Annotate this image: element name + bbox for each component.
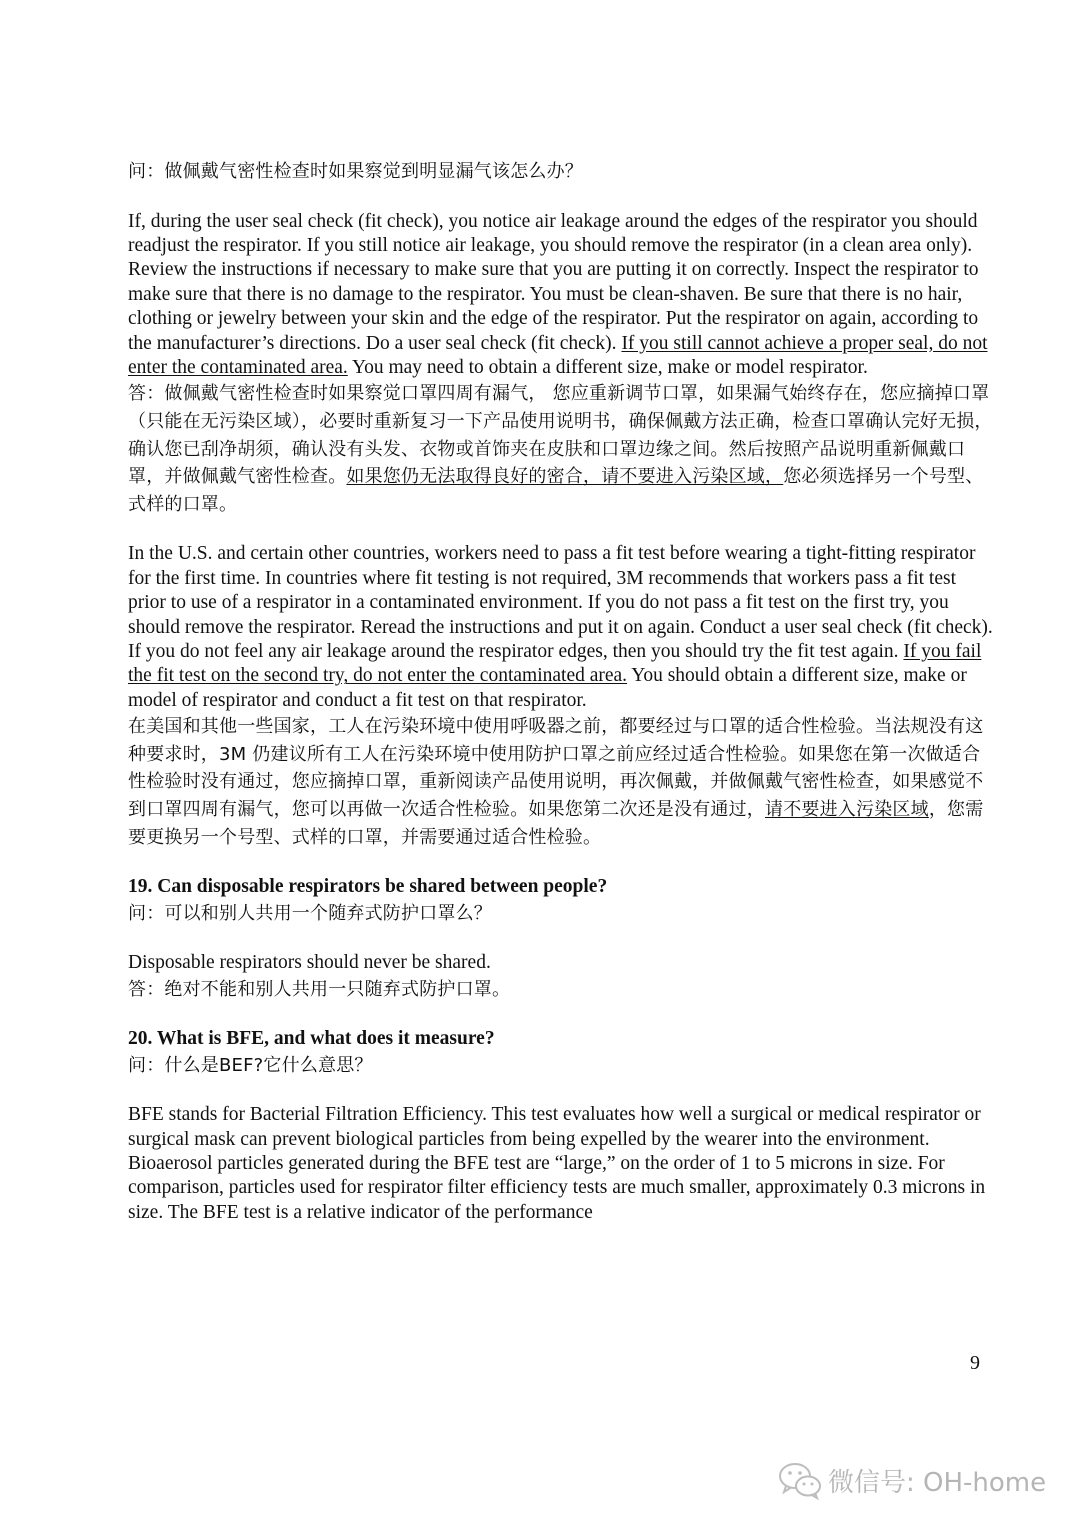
fit-test-en-paragraph [128,542,998,713]
fit-test-en-text-end: You should obtain a different size, make or model of respirator and conduct a fit test on that respirator. [128,665,967,711]
watermark-text: 微信号: OH-home [828,1467,1047,1498]
answer-20-en: BFE stands for Bacterial Filtration Efficiency. This test evaluates how well a surgical or medical respirator or surgical mask can prevent biological particles from being expelled by the wearer into the environment. Bioaerosol particles generated during the BFE test are “large,” on the order of 1 to 5 microns in size. For comparison, particles used for respirator filter efficiency tests are much smaller, approximately 0.3 microns in size. The BFE test is a relative indicator of the performance [128,1104,986,1223]
answer-cn-text-end: 您必须选择另一个号型、式样的口罩。 [128,466,984,515]
answer-19-en: Disposable respirators should never be shared. [128,952,491,974]
answer-en-paragraph [128,210,998,381]
answer-cn-paragraph [128,380,998,518]
fit-test-en-underlined: If you fail the fit test on the second try, do not enter the contaminated area. [128,641,982,687]
fit-test-cn-underlined: 请不要进入污染区域 [765,799,929,821]
wechat-icon [778,1460,822,1500]
question-cn: 问：做佩戴气密性检查时如果察觉到明显漏气该怎么办？ [128,161,583,182]
answer-19-cn: 答：绝对不能和别人共用一只随弃式防护口罩。 [128,978,511,1000]
page-number: 9 [970,1352,980,1374]
answer-cn-text: 答：做佩戴气密性检查时如果察觉口罩四周有漏气， 您应重新调节口罩，如果漏气始终存在，您应摘掉口罩（只能在无污染区域），必要时重新复习一下产品使用说明书，确保佩戴方法正确，检查口罩确认完好无损，确认您已刮净胡须，确认没有头发、衣物或首饰夹在皮肤和口罩边缘之间。然后按照产品说明重新佩戴口罩，并做佩戴气密性检查。 [128,383,993,488]
question-19-cn: 问：可以和别人共用一个随弃式防护口罩么？ [128,902,492,924]
fit-test-cn-text-end: ，您需要更换另一个号型、式样的口罩，并需要通过适合性检验。 [128,799,984,848]
question-20-cn: 问：什么是BEF?它什么意思？ [128,1054,373,1076]
fit-test-cn-text: 在美国和其他一些国家，工人在污染环境中使用呼吸器之前，都要经过与口罩的适合性检验。当法规没有这种要求时，3M 仍建议所有工人在污染环境中使用防护口罩之前应经过适合性检验。如果您在第一次做适合性检验时没有通过，您应摘掉口罩，重新阅读产品使用说明，再次佩戴，并做佩戴气密性检查，如果感觉不到口罩四周有漏气，您可以再做一次适合性检验。如果您第二次还是没有通过， [128,716,984,821]
answer-cn-underlined: 如果您仍无法取得良好的密合，请不要进入污染区域， [346,466,784,488]
answer-en-text: If, during the user seal check (fit check), you notice air leakage around the edges of the respirator you should readjust the respirator. If you still notice air leakage, you should remove the respirator (in a clean area only). Review the instructions if necessary to make sure that you are putting it on correctly. Inspect the respirator to make sure that there is no damage to the respirator. You must be clean-shaven. Be sure that there is no hair, clothing or jewelry between your skin and the edge of the respirator. Put the respirator on again, according to the manufacturer’s directions. Do a user seal check (fit check). [128,210,979,354]
fit-test-cn-paragraph [128,713,998,851]
watermark [778,1460,1046,1500]
question-19-heading: 19. Can disposable respirators be shared between people? [128,876,608,898]
fit-test-en-text: In the U.S. and certain other countries, workers need to pass a fit test before wearing a tight-fitting respirator for the first time. In countries where fit testing is not required, 3M recommends that workers pass a fit test prior to use of a respirator in a contaminated environment. If you do not pass a fit test on the first try, you should remove the respirator. Reread the instructions and put it on again. Conduct a user seal check (fit check). If you do not feel any air leakage around the respirator edges, then you should try the fit test again. [128,543,993,663]
document-body [128,158,998,1225]
answer-en-underlined: If you still cannot achieve a proper seal, do not enter the contaminated area. [128,332,988,379]
answer-en-text-end: You may need to obtain a different size, make or model respirator. [347,357,868,379]
question-20-heading: 20. What is BFE, and what does it measure? [128,1028,495,1050]
